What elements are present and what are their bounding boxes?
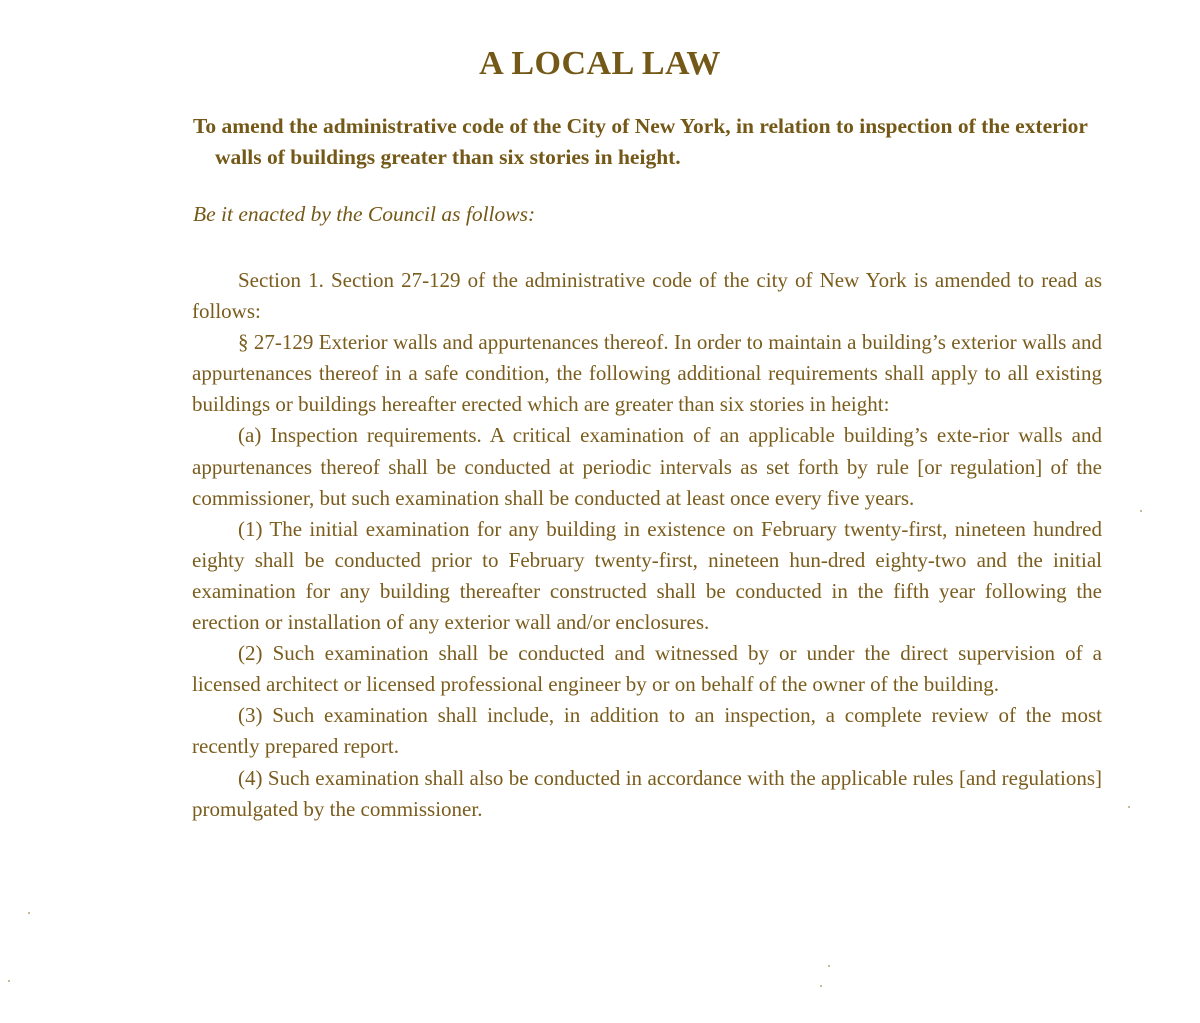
law-body [192,265,1102,825]
page-title: A LOCAL LAW [479,44,721,82]
scan-speck [1128,806,1130,808]
subsection-3-paragraph: (3) Such examination shall include, in addition to an inspection, a complete review of the most recently prepared report. [192,703,1102,759]
scan-speck [28,912,30,914]
subsection-1-paragraph: (1) The initial examination for any building in existence on February twenty-first, nineteen hundred eighty shall be conducted prior to February twenty-first, nineteen hun-dred eighty-two and the initial examination for any building thereafter constructed shall be conducted in the fifth year following the erection or installation of any exterior wall and/or enclosures. [192,516,1102,635]
scan-speck [8,980,10,982]
section-27-129-paragraph: § 27-129 Exterior walls and appurtenances thereof. In order to maintain a building’s exterior walls and appurtenances thereof in a safe condition, the following additional requirements shall apply to all existing buildings or buildings hereafter erected which are greater than six stories in height: [192,330,1102,417]
scan-speck [828,965,830,967]
subsection-4-paragraph: (4) Such examination shall also be conducted in accordance with the applicable rules [and regulations] promulgated by the commissioner. [192,765,1102,821]
law-subtitle: To amend the administrative code of the City of New York, in relation to inspection of the exterior walls of buildings greater than six stories in height. [193,114,1088,169]
subsection-2-paragraph: (2) Such examination shall be conducted and witnessed by or under the direct supervision of a licensed architect or licensed professional engineer by or on behalf of the owner of the building. [192,641,1102,697]
subsection-a-paragraph: (a) Inspection requirements. A critical examination of an applicable building’s exte-rior walls and appurtenances thereof shall be conducted at periodic intervals as set forth by rule [or regulation] of the commissioner, but such examination shall be conducted at least once every five years. [192,423,1102,510]
scan-speck [1140,510,1142,512]
scan-speck [820,985,822,987]
enacting-clause: Be it enacted by the Council as follows: [193,202,536,226]
section-1-paragraph: Section 1. Section 27-129 of the administrative code of the city of New York is amended to read as follows: [192,268,1102,324]
